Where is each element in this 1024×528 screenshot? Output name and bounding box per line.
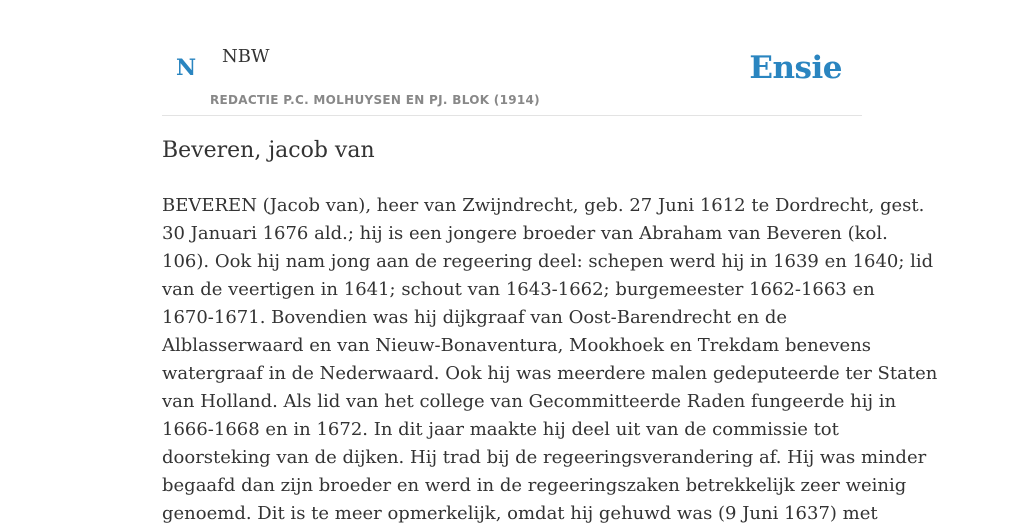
article-body [162, 192, 938, 528]
article-line: 30 Januari 1676 ald.; hij is een jongere broeder van Abraham van Beveren (kol. [162, 223, 888, 244]
article-line: van Holland. Als lid van het college van Gecommitteerde Raden fungeerde hij in [162, 391, 897, 412]
header [162, 40, 862, 116]
article-line: Alblasserwaard en van Nieuw-Bonaventura, Mookhoek en Trekdam benevens [162, 335, 872, 356]
brand-logo[interactable]: Ensie [749, 50, 842, 86]
article-line: genoemd. Dit is te meer opmerkelijk, omdat hij gehuwd was (9 Juni 1637) met [162, 503, 878, 524]
article-line: 1670-1671. Bovendien was hij dijkgraaf van Oost-Barendrecht en de [162, 307, 788, 328]
article-line: watergraaf in de Nederwaard. Ook hij was meerdere malen gedeputeerde ter Staten [162, 363, 938, 384]
source-subtitle: REDACTIE P.C. MOLHUYSEN EN PJ. BLOK (1914) [210, 93, 540, 107]
article-line: begaafd dan zijn broeder en werd in de regeeringszaken betrekkelijk zeer weinig [162, 475, 907, 496]
article-line: 106). Ook hij nam jong aan de regeering deel: schepen werd hij in 1639 en 1640; lid [162, 251, 934, 272]
article-line: BEVEREN (Jacob van), heer van Zwijndrecht, geb. 27 Juni 1612 te Dordrecht, gest. [162, 195, 925, 216]
source-name[interactable]: NBW [222, 46, 270, 67]
article-line: van de veertigen in 1641; schout van 1643-1662; burgemeester 1662-1663 en [162, 279, 875, 300]
article-line: doorsteking van de dijken. Hij trad bij de regeeringsverandering af. Hij was minder [162, 447, 927, 468]
page-title: Beveren, jacob van [162, 138, 375, 163]
source-logo[interactable]: N [176, 55, 197, 81]
article-line: 1666-1668 en in 1672. In dit jaar maakte hij deel uit van de commissie tot [162, 419, 839, 440]
